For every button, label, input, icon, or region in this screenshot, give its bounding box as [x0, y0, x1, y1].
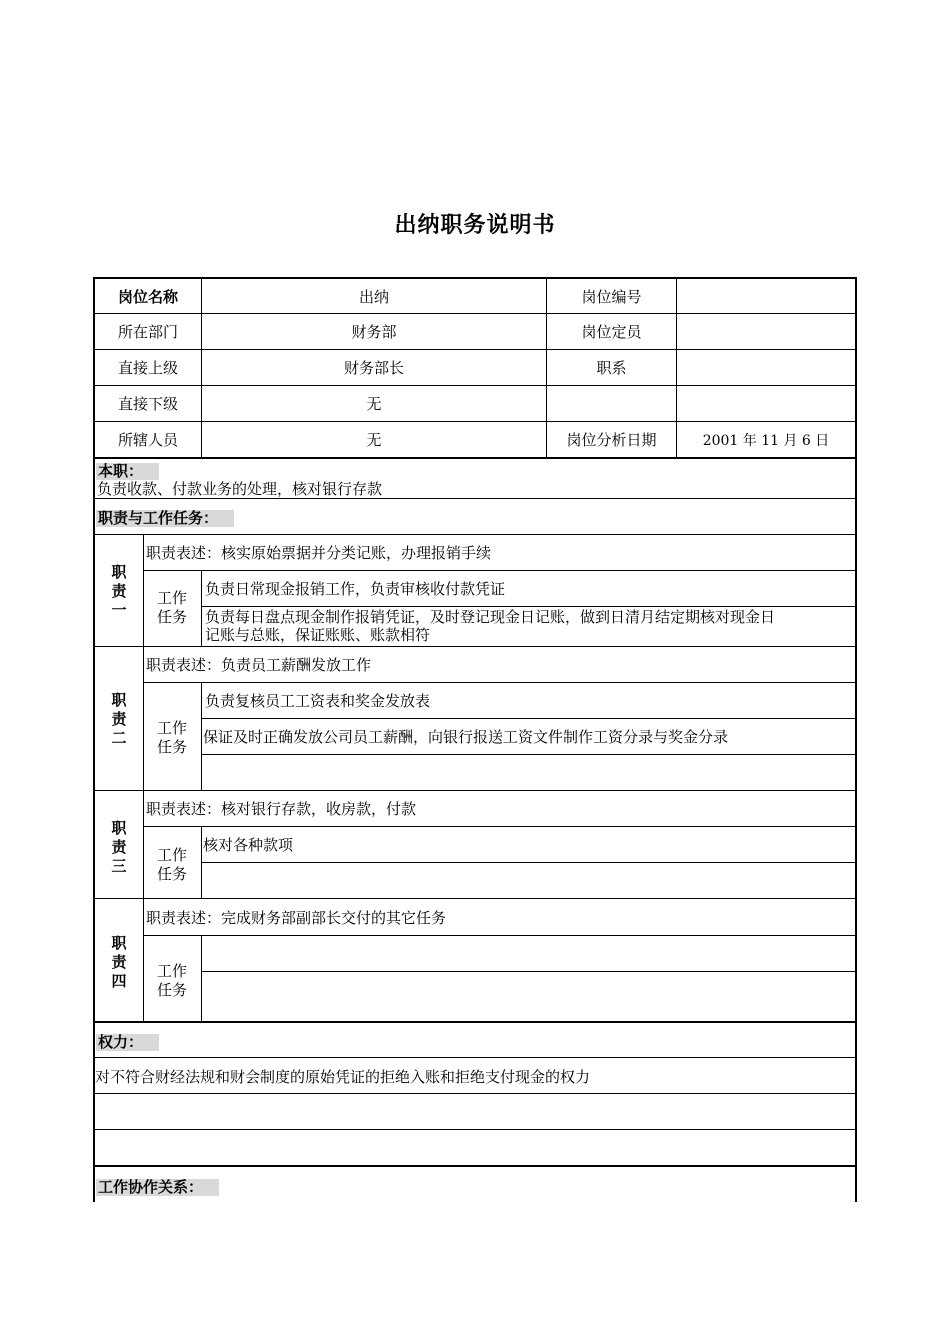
dept-label: 所在部门 [117, 323, 178, 341]
resp2-task-1: 负责复核员工工资表和奖金发放表 [205, 692, 431, 710]
authority-item-1: 对不符合财经法规和财会制度的原始凭证的拒绝入账和拒绝支付现金的权力 [95, 1068, 591, 1086]
date-value: 2001 年 11 月 6 日 [702, 432, 830, 449]
subordinate-value: 无 [366, 395, 382, 413]
job-description-table [93, 277, 857, 1202]
series-label: 职系 [596, 359, 627, 377]
superior-value: 财务部长 [343, 359, 404, 377]
cooperation-label: 工作协作关系： [96, 1179, 219, 1196]
page-title: 出纳职务说明书 [394, 213, 556, 238]
tasks-header: 职责与工作任务： [96, 510, 234, 527]
resp3-task-1: 核对各种款项 [203, 836, 294, 854]
post-name-label: 岗位名称 [117, 287, 178, 306]
resp2-task-label: 工作 任务 [156, 719, 187, 756]
resp1-task-2-cont: 记账与总账，保证账账、账款相符 [205, 626, 431, 644]
dept-value: 财务部 [351, 323, 397, 341]
date-label: 岗位分析日期 [566, 431, 657, 449]
post-no-label: 岗位编号 [581, 287, 642, 306]
resp1-task-2: 负责每日盘点现金制作报销凭证，及时登记现金日记账，做到日清月结定期核对现金日 [205, 608, 776, 626]
series-value [677, 350, 855, 385]
resp3-label: 职 责 三 [111, 819, 127, 875]
resp1-task-label: 工作 任务 [156, 589, 187, 626]
resp1-description: 职责表述：核实原始票据并分类记账，办理报销手续 [146, 544, 492, 562]
quota-label: 岗位定员 [581, 323, 642, 341]
duty-text: 负责收款、付款业务的处理，核对银行存款 [97, 480, 383, 498]
subordinate-label: 直接下级 [117, 395, 178, 413]
quota-value [677, 314, 855, 349]
resp1-label: 职 责 一 [111, 563, 127, 619]
superior-label: 直接上级 [117, 359, 178, 377]
authority-label: 权力： [96, 1034, 159, 1051]
resp2-label: 职 责 二 [111, 691, 127, 747]
resp2-description: 职责表述：负责员工薪酬发放工作 [146, 656, 372, 674]
resp2-task-2: 保证及时正确发放公司员工薪酬，向银行报送工资文件制作工资分录与奖金分录 [203, 728, 729, 746]
resp1-task-1: 负责日常现金报销工作，负责审核收付款凭证 [205, 580, 506, 598]
resp4-description: 职责表述：完成财务部副部长交付的其它任务 [146, 909, 447, 927]
post-name-value: 出纳 [358, 287, 389, 306]
resp4-task-label: 工作 任务 [156, 962, 187, 999]
staff-value: 无 [366, 431, 382, 449]
resp4-label: 职 责 四 [111, 934, 127, 990]
duty-label: 本职： [96, 463, 159, 480]
resp3-task-label: 工作 任务 [156, 846, 187, 883]
resp3-description: 职责表述：核对银行存款，收房款，付款 [146, 800, 417, 818]
staff-label: 所辖人员 [117, 431, 178, 449]
post-no-value [677, 279, 855, 313]
